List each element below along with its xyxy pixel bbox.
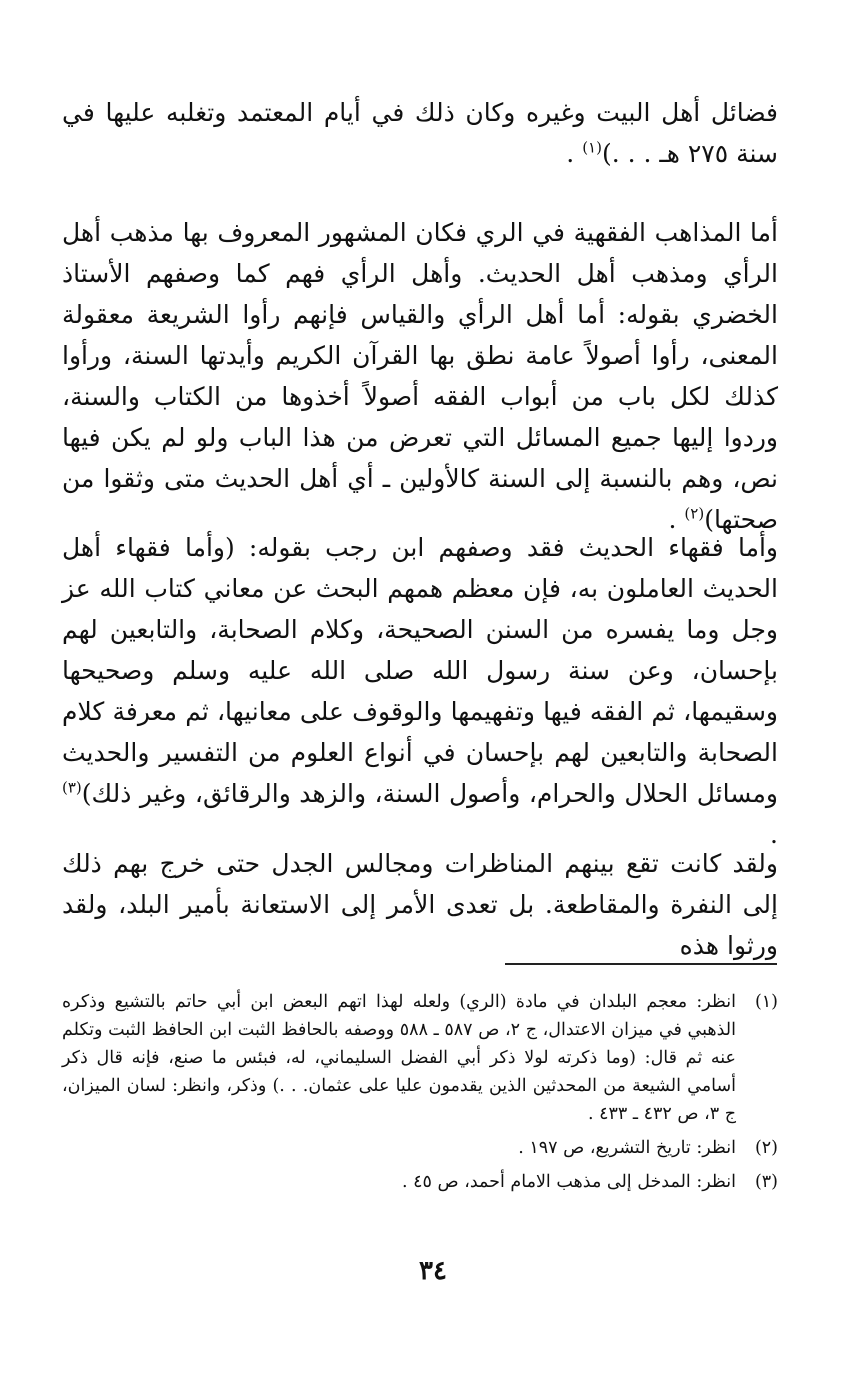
footnote-text: انظر: تاريخ التشريع، ص ١٩٧ . bbox=[518, 1138, 736, 1158]
footnote-number: (٢) bbox=[754, 1138, 778, 1158]
footnote-number: (١) bbox=[754, 992, 778, 1012]
footnote-3 bbox=[62, 1168, 778, 1196]
paragraph-end: . bbox=[770, 820, 778, 849]
paragraph-end: . bbox=[668, 505, 685, 534]
body-paragraph-2 bbox=[62, 212, 808, 540]
footnote-reference: (٣) bbox=[62, 778, 82, 797]
footnotes bbox=[62, 988, 778, 1202]
paragraph-text: أما المذاهب الفقهية في الري فكان المشهور المعروف بها مذهب أهل الرأي ومذهب أهل الحديث. وأهل الرأي فهم كما وصفهم الأستاذ الخضري بقوله: أما أهل الرأي والقياس فإنهم رأوا الشريعة معقولة المعنى، رأوا أصولاً عامة نطق بها القرآن الكريم وأيدتها السنة، ورأوا كذلك لكل باب من أبواب الفقه أصولاً أخذوها من الكتاب والسنة، وردوا إليها جميع المسائل التي تعرض من هذا الباب ولو لم يكن فيها نص، وهم بالنسبة إلى السنة كالأولين ـ أي أهل الحديث متى وثقوا من صحتها) bbox=[62, 218, 778, 534]
body-paragraph-1 bbox=[62, 92, 778, 174]
footnote-text: انظر: المدخل إلى مذهب الامام أحمد، ص ٤٥ . bbox=[401, 1172, 736, 1192]
paragraph-text: ولقد كانت تقع بينهم المناظرات ومجالس الجدل حتى خرج بهم ذلك إلى النفرة والمقاطعة. بل تعدى الأمر إلى الاستعانة بأمير البلد، ولقد ورثوا هذه bbox=[62, 849, 778, 960]
body-paragraph-3 bbox=[62, 527, 808, 855]
footnote-separator bbox=[505, 963, 777, 965]
paragraph-text: وأما فقهاء الحديث فقد وصفهم ابن رجب بقوله: (وأما فقهاء أهل الحديث العاملون به، فإن معظم همهم البحث عن معاني كتاب الله عز وجل وما يفسره من السنن الصحيحة، وكلام الصحابة، والتابعين لهم بإحسان، وعن سنة رسول الله صلى الله عليه وسلم وصحيحها وسقيمها، ثم الفقه فيها وتفهيمها والوقوف على معانيها، ثم معرفة كلام الصحابة والتابعين لهم بإحسان في أنواع العلوم من التفسير والحديث ومسائل الحلال والحرام، وأصول السنة، والزهد والرقائق، وغير ذلك) bbox=[62, 533, 778, 808]
footnote-number: (٣) bbox=[754, 1172, 778, 1192]
body-paragraph-4 bbox=[62, 843, 808, 966]
footnote-1 bbox=[62, 988, 778, 1128]
paragraph-text: فضائل أهل البيت وغيره وكان ذلك في أيام المعتمد وتغلبه عليها في سنة ٢٧٥ هـ . . .) bbox=[62, 98, 778, 168]
footnote-2 bbox=[62, 1134, 778, 1162]
page-number: ٣٤ bbox=[419, 1256, 447, 1286]
footnote-text: انظر: معجم البلدان في مادة (الري) ولعله لهذا اتهم البعض ابن أبي حاتم بالتشيع وذكره الذهبي في ميزان الاعتدال، ج ٢، ص ٥٨٧ ـ ٥٨٨ ووصفه بالحافظ الثبت ابن الحافظ الثبت وتكلم عنه ثم قال: (وما ذكرته لولا ذكر أبي الفضل السليماني، له، فبئس ما صنع، فإنه قال ذكر أسامي الشيعة من المحدثين الذين يقدمون عليا على عثمان. . .) وذكر، وانظر: لسان الميزان، ج ٣، ص ٤٣٢ ـ ٤٣٣ . bbox=[62, 992, 736, 1124]
paragraph-end: . bbox=[566, 139, 583, 168]
footnote-reference: (٢) bbox=[684, 504, 705, 523]
footnote-reference: (١) bbox=[582, 138, 602, 157]
